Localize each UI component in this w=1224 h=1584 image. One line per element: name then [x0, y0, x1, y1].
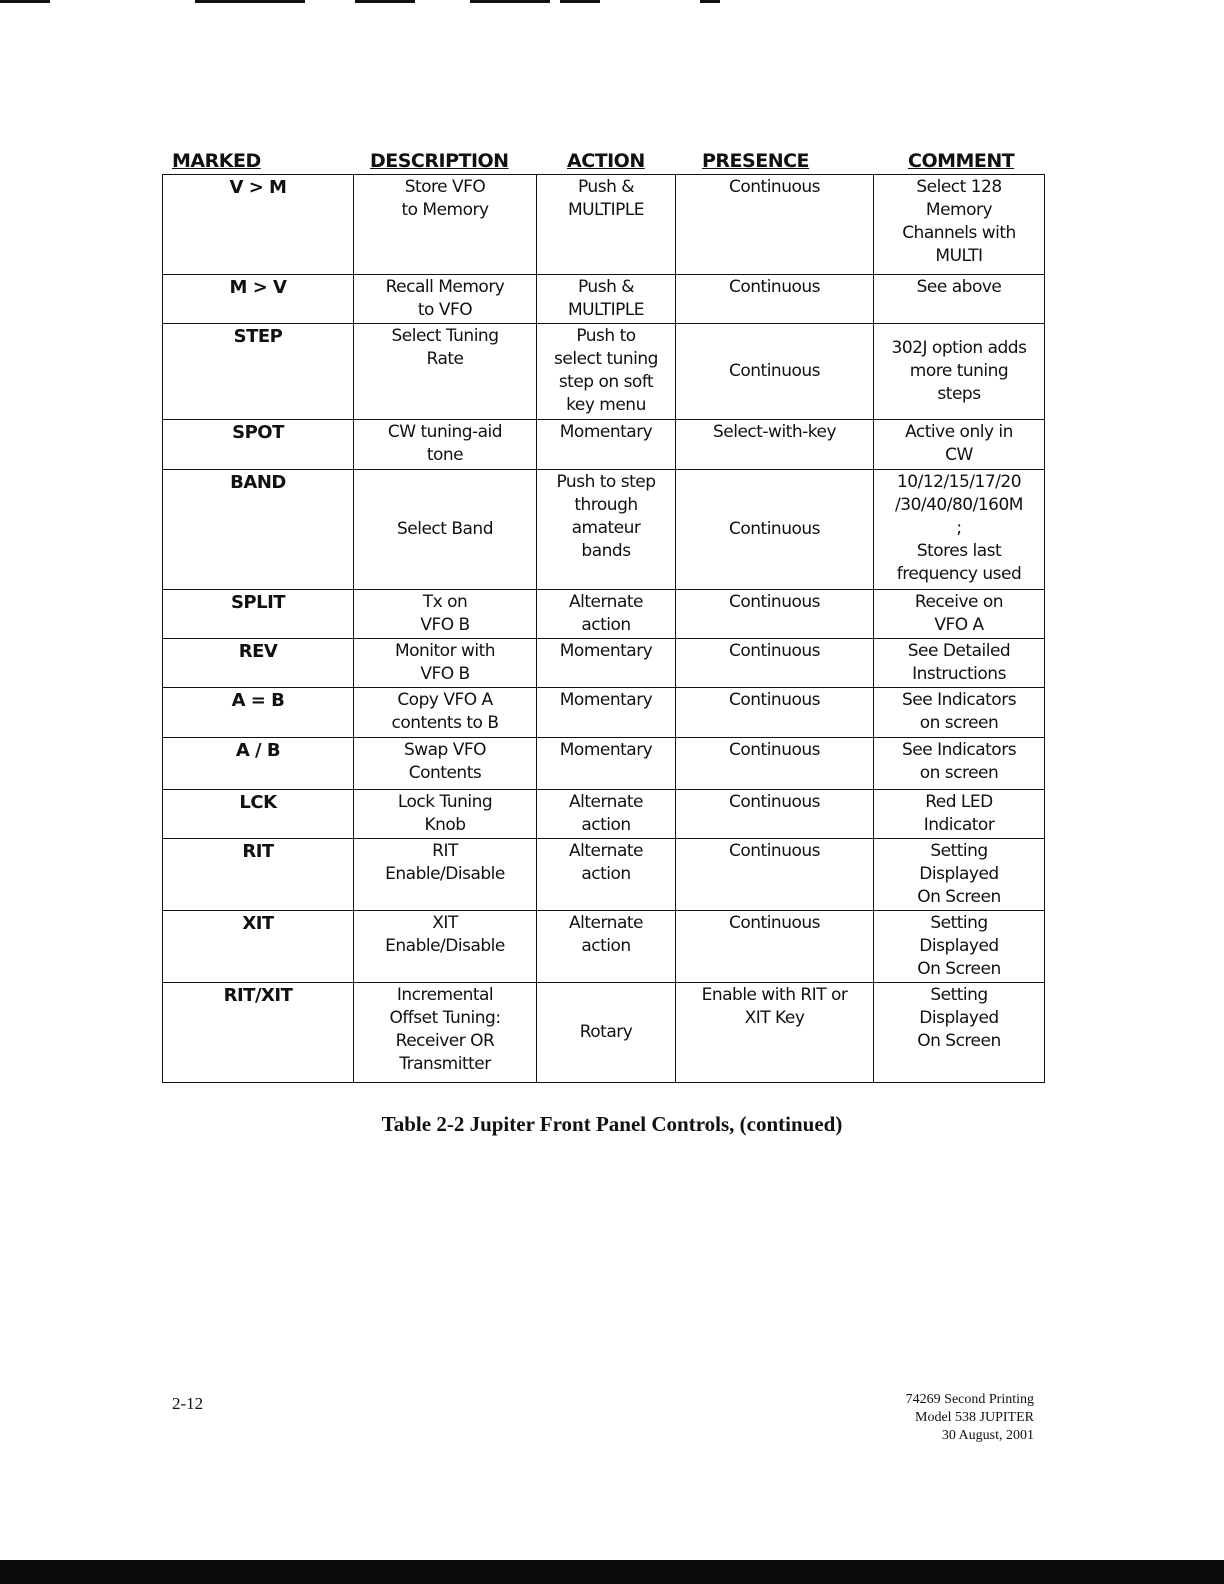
- action-line: Momentary: [559, 641, 653, 661]
- table-row: [163, 983, 1045, 1083]
- cell-action: [537, 470, 676, 590]
- cell-presence: [676, 688, 874, 738]
- printing-info: [906, 1391, 1034, 1445]
- description-line: to VFO: [417, 300, 473, 320]
- description-line: Store VFO: [404, 177, 486, 197]
- cell-marked: BAND: [163, 470, 354, 590]
- action-line: amateur: [571, 518, 641, 538]
- cell-presence: [676, 175, 874, 275]
- front-panel-controls-table: [162, 174, 1045, 1083]
- cell-action: [537, 590, 676, 639]
- cell-presence: [676, 983, 874, 1083]
- presence-line: Continuous: [728, 361, 820, 381]
- cell-marked: RIT/XIT: [163, 983, 354, 1083]
- presence-line: Continuous: [728, 277, 820, 297]
- cell-description: [354, 324, 537, 420]
- header-presence: PRESENCE: [702, 150, 810, 172]
- description-line: Knob: [424, 815, 466, 835]
- cell-presence: [676, 324, 874, 420]
- cell-action: [537, 911, 676, 983]
- action-line: MULTIPLE: [567, 200, 645, 220]
- description-line: XIT: [432, 913, 458, 933]
- action-line: select tuning: [554, 349, 658, 369]
- comment-line: Displayed: [919, 864, 999, 884]
- cell-marked: A = B: [163, 688, 354, 738]
- cell-comment: [874, 983, 1045, 1083]
- action-line: Push to step: [556, 472, 656, 492]
- action-line: Push &: [577, 177, 635, 197]
- comment-line: VFO A: [934, 615, 984, 635]
- cell-comment: [874, 420, 1045, 470]
- table-row: [163, 420, 1045, 470]
- cell-comment: [874, 911, 1045, 983]
- cell-presence: [676, 420, 874, 470]
- description-line: contents to B: [391, 713, 499, 733]
- description-line: RIT: [432, 841, 458, 861]
- cell-action: [537, 790, 676, 839]
- presence-line: Continuous: [728, 913, 820, 933]
- presence-line: XIT Key: [744, 1008, 805, 1028]
- page-number: 2-12: [172, 1394, 204, 1413]
- cell-description: [354, 275, 537, 324]
- table-row: [163, 590, 1045, 639]
- cell-presence: [676, 790, 874, 839]
- cell-comment: [874, 790, 1045, 839]
- description-line: Monitor with: [394, 641, 496, 661]
- cell-marked: SPOT: [163, 420, 354, 470]
- cell-description: [354, 790, 537, 839]
- cell-marked: V > M: [163, 175, 354, 275]
- description-line: Recall Memory: [385, 277, 505, 297]
- scan-bottom-edge: [0, 1560, 1224, 1584]
- comment-line: Channels with: [902, 223, 1016, 243]
- action-line: action: [581, 615, 631, 635]
- presence-line: Select-with-key: [712, 422, 837, 442]
- comment-line: 302J option adds: [891, 338, 1027, 358]
- action-line: Push &: [577, 277, 635, 297]
- header-action: ACTION: [567, 150, 645, 172]
- comment-line: See Detailed: [907, 641, 1011, 661]
- cell-marked: REV: [163, 639, 354, 688]
- description-line: VFO B: [420, 615, 470, 635]
- description-line: Enable/Disable: [385, 936, 505, 956]
- comment-line: Displayed: [919, 1008, 999, 1028]
- comment-line: See Indicators: [901, 740, 1017, 760]
- comment-line: Indicator: [923, 815, 995, 835]
- comment-line: Setting: [930, 985, 988, 1005]
- comment-line: Red LED: [925, 792, 993, 812]
- description-line: Tx on: [422, 592, 468, 612]
- comment-line: Stores last: [916, 541, 1002, 561]
- presence-line: Continuous: [728, 177, 820, 197]
- table-row: [163, 839, 1045, 911]
- table-row: [163, 790, 1045, 839]
- cell-action: [537, 420, 676, 470]
- cell-presence: [676, 738, 874, 790]
- cell-marked: A / B: [163, 738, 354, 790]
- table-row: [163, 324, 1045, 420]
- table-header-row: [162, 150, 1044, 174]
- description-line: Incremental: [396, 985, 494, 1005]
- cell-description: [354, 911, 537, 983]
- comment-line: On Screen: [917, 887, 1001, 907]
- description-line: tone: [426, 445, 464, 465]
- description-line: Enable/Disable: [385, 864, 505, 884]
- action-line: Push to: [576, 326, 636, 346]
- comment-line: See above: [916, 277, 1002, 297]
- description-line: Select Tuning: [391, 326, 499, 346]
- cell-marked: STEP: [163, 324, 354, 420]
- cell-action: [537, 639, 676, 688]
- comment-line: Displayed: [919, 936, 999, 956]
- comment-line: on screen: [919, 713, 999, 733]
- cell-presence: [676, 839, 874, 911]
- table-row: [163, 470, 1045, 590]
- cell-comment: [874, 275, 1045, 324]
- cell-action: [537, 688, 676, 738]
- action-line: bands: [581, 541, 631, 561]
- cell-comment: [874, 688, 1045, 738]
- cell-action: [537, 275, 676, 324]
- description-line: Transmitter: [399, 1054, 491, 1074]
- cell-presence: [676, 911, 874, 983]
- cell-comment: [874, 175, 1045, 275]
- action-line: Alternate: [569, 913, 643, 933]
- cell-comment: [874, 839, 1045, 911]
- cell-description: [354, 839, 537, 911]
- header-description: DESCRIPTION: [370, 150, 509, 172]
- cell-comment: [874, 738, 1045, 790]
- cell-comment: [874, 324, 1045, 420]
- cell-description: [354, 590, 537, 639]
- presence-line: Continuous: [728, 690, 820, 710]
- comment-line: frequency used: [896, 564, 1022, 584]
- cell-description: [354, 175, 537, 275]
- description-line: Offset Tuning:: [389, 1008, 501, 1028]
- description-line: Swap VFO: [403, 740, 487, 760]
- table-row: [163, 639, 1045, 688]
- cell-presence: [676, 470, 874, 590]
- cell-presence: [676, 590, 874, 639]
- presence-line: Continuous: [728, 841, 820, 861]
- cell-action: [537, 175, 676, 275]
- comment-line: On Screen: [917, 959, 1001, 979]
- description-line: VFO B: [420, 664, 470, 684]
- cell-marked: M > V: [163, 275, 354, 324]
- action-line: Momentary: [559, 740, 653, 760]
- cell-marked: LCK: [163, 790, 354, 839]
- action-line: Alternate: [569, 841, 643, 861]
- comment-line: On Screen: [917, 1031, 1001, 1051]
- comment-line: on screen: [919, 763, 999, 783]
- cell-marked: SPLIT: [163, 590, 354, 639]
- table-row: [163, 911, 1045, 983]
- description-line: to Memory: [401, 200, 489, 220]
- comment-line: steps: [937, 384, 981, 404]
- action-line: action: [581, 936, 631, 956]
- description-line: Contents: [408, 763, 482, 783]
- date-line: 30 August, 2001: [941, 1428, 1034, 1443]
- table-row: [163, 738, 1045, 790]
- action-line: Alternate: [569, 592, 643, 612]
- description-line: CW tuning-aid: [387, 422, 503, 442]
- action-line: Momentary: [559, 422, 653, 442]
- cell-comment: [874, 639, 1045, 688]
- comment-line: Setting: [930, 841, 988, 861]
- cell-presence: [676, 639, 874, 688]
- action-line: Rotary: [579, 1022, 633, 1042]
- presence-line: Continuous: [728, 519, 820, 539]
- printing-line: 74269 Second Printing: [905, 1392, 1034, 1407]
- description-line: Rate: [426, 349, 464, 369]
- action-line: Alternate: [569, 792, 643, 812]
- table-row: [163, 688, 1045, 738]
- action-line: action: [581, 864, 631, 884]
- cell-action: [537, 324, 676, 420]
- comment-line: Setting: [930, 913, 988, 933]
- header-comment: COMMENT: [908, 150, 1015, 172]
- cell-presence: [676, 275, 874, 324]
- comment-line: See Indicators: [901, 690, 1017, 710]
- cell-action: [537, 738, 676, 790]
- cell-marked: XIT: [163, 911, 354, 983]
- cell-description: [354, 738, 537, 790]
- comment-line: ;: [956, 518, 962, 538]
- action-line: through: [574, 495, 638, 515]
- cell-description: [354, 470, 537, 590]
- comment-line: Active only in: [905, 422, 1013, 442]
- cell-comment: [874, 590, 1045, 639]
- description-line: Select Band: [397, 519, 493, 539]
- comment-line: Instructions: [912, 664, 1006, 684]
- cell-description: [354, 639, 537, 688]
- table-caption: Table 2-2 Jupiter Front Panel Controls, (continued): [381, 1112, 843, 1136]
- table-row: [163, 275, 1045, 324]
- cell-description: [354, 420, 537, 470]
- comment-line: /30/40/80/160M: [895, 495, 1023, 515]
- action-line: MULTIPLE: [567, 300, 645, 320]
- cell-comment: [874, 470, 1045, 590]
- model-line: Model 538 JUPITER: [915, 1410, 1034, 1425]
- presence-line: Enable with RIT or: [701, 985, 848, 1005]
- description-line: Copy VFO A: [397, 690, 493, 710]
- cell-description: [354, 983, 537, 1083]
- comment-line: Memory: [925, 200, 993, 220]
- action-line: step on soft: [558, 372, 654, 392]
- action-line: key menu: [566, 395, 646, 415]
- header-marked: MARKED: [172, 150, 261, 172]
- cell-description: [354, 688, 537, 738]
- action-line: action: [581, 815, 631, 835]
- table-row: [163, 175, 1045, 275]
- scan-top-edge-marks: [0, 0, 1224, 6]
- cell-marked: RIT: [163, 839, 354, 911]
- comment-line: MULTI: [935, 246, 983, 266]
- cell-action: [537, 839, 676, 911]
- description-line: Lock Tuning: [397, 792, 493, 812]
- presence-line: Continuous: [728, 641, 820, 661]
- presence-line: Continuous: [728, 792, 820, 812]
- presence-line: Continuous: [728, 740, 820, 760]
- comment-line: CW: [945, 445, 973, 465]
- comment-line: more tuning: [909, 361, 1009, 381]
- presence-line: Continuous: [728, 592, 820, 612]
- comment-line: Receive on: [914, 592, 1004, 612]
- description-line: Receiver OR: [395, 1031, 495, 1051]
- cell-action: [537, 983, 676, 1083]
- comment-line: Select 128: [916, 177, 1002, 197]
- comment-line: 10/12/15/17/20: [896, 472, 1022, 492]
- action-line: Momentary: [559, 690, 653, 710]
